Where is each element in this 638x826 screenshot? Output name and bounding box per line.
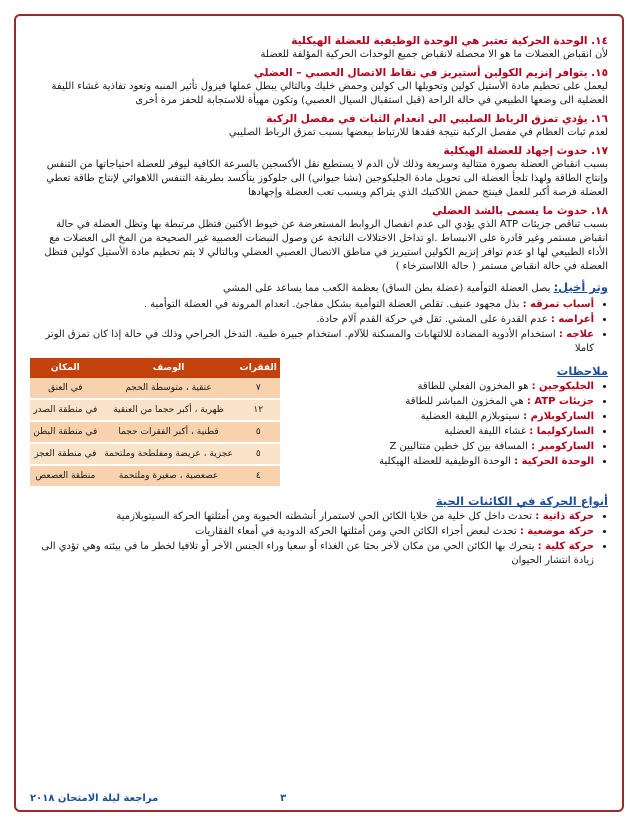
list-item [296,410,594,424]
list-value: عدم القدرة على المشي. ثقل في حركة القدم آلام حادة. [316,314,548,325]
list-key: الوحدة الحركية : [514,456,594,467]
achilles-desc: يصل العضلة التوأمية (عضلة بطن الساق) بعظمة الكعب مما يساعد على المشي [223,283,551,294]
achilles-title: وتر أخيل: [553,280,608,294]
movement-title: أنواع الحركة في الكائنات الحية [435,494,608,508]
list-key: الساركومير : [531,441,594,452]
list-key: علاجه : [558,329,594,340]
item-14 [30,34,608,62]
table-row [30,421,280,443]
item-heading: ١٨. حدوث ما يسمى بالشد العضلي [432,205,608,217]
list-item [30,313,594,327]
list-key: الجليكوجين : [531,381,594,392]
table-row [30,399,280,421]
footer-spacer [408,793,608,804]
footer-title: مراجعة ليلة الامتحان ٢٠١٨ [30,793,159,804]
list-item [30,328,594,356]
list-key: حركة موضعية : [519,526,594,537]
table-cell: في منطقة العجز [30,443,101,465]
list-item [296,380,594,394]
list-key: حركة ذاتية : [535,511,594,522]
table-cell: في منطقة البطن [30,421,101,443]
list-value: بذل مجهود عنيف. تقلص العضلة التوأمية بشكل مفاجئ. انعدام المرونة في العضلة التوأمية . [143,299,520,310]
list-item [30,298,594,312]
achilles-list [30,298,608,356]
table-cell: ٧ [236,378,280,399]
item-text: لأن انقباض العضلات ما هو الا محصلة لانقباض جميع الوحدات الحركية المؤلفة للعضلة [260,49,608,60]
table-cell: منطقة العصعص [30,465,101,487]
item-15 [30,66,608,108]
list-value: غشاء الليفة العضلية [444,426,527,437]
vertebrae-table [30,358,280,488]
table-row [30,443,280,465]
table-cell: في منطقة الصدر [30,399,101,421]
item-text: لعدم ثبات العظام في مفصل الركبة نتيجة فقدها للارتباط ببعضها بسبب تمزق الرباط الصليبي [228,127,608,138]
list-key: جزيئات ATP : [526,396,594,407]
list-key: أسباب تمزقه : [522,299,594,310]
table-cell: في العنق [30,378,101,399]
table-cell: ٤ [236,465,280,487]
table-cell: ١٢ [236,399,280,421]
list-item [296,440,594,454]
list-key: حركة كلية : [537,541,594,552]
list-item [296,425,594,439]
list-key: أعراضه : [550,314,594,325]
page-footer [30,793,608,804]
list-item [30,525,594,539]
list-value: هي المخزون المباشر للطاقة [405,396,524,407]
item-heading: ١٥. يتوافر إنزيم الكولين أستيريز في نقاط الاتصال العصبي – العضلي [253,67,608,79]
page-content [30,30,608,570]
table-row [30,465,280,487]
table-cell: عنقية ، متوسطة الحجم [101,378,237,399]
table-cell: ٥ [236,443,280,465]
table-cell: قطنية ، أكبر الفقرات حجما [101,421,237,443]
list-value: تحدث لبعض أجزاء الكائن الحي ومن أمثلتها الحركة الدودية في أمعاء الفقاريات [195,526,517,537]
list-key: الساركوليما : [529,426,594,437]
achilles-section [30,280,608,356]
list-item [30,510,594,524]
notes-title: ملاحظات [556,364,608,378]
list-item [296,455,594,469]
table-header: الفقرات [236,358,280,378]
movement-section [30,494,608,568]
table-header: الوصف [101,358,237,378]
movement-list [30,510,608,568]
item-heading: ١٧. حدوث إجهاد للعضلة الهيكلية [443,145,608,157]
page-number: ٣ [280,793,287,804]
item-heading: ١٦. يؤدي تمزق الرباط الصليبي الى انعدام الثبات في مفصل الركبة [266,113,608,125]
list-value: الوحدة الوظيفية للعضلة الهيكلية [379,456,511,467]
table-row [30,378,280,399]
notes-and-table [30,358,608,488]
notes-list [296,380,608,469]
table-cell: ٥ [236,421,280,443]
list-item [296,395,594,409]
item-18 [30,204,608,274]
list-value: هو المخزون الفعلي للطاقة [417,381,529,392]
item-text: بسبب انقباض العضلة بصورة متتالية وسريعة وذلك لأن الدم لا يستطيع نقل الأكسجين بالسرعة الكافية ليوفر للعضلة احتياجاتها من التنفس وإنتاج الطاقة ولهذا تلجأ العضلة الى تحويل مادة الجليكوجين (نشا حيواني) الى جلوكوز يتأكسد بطريقة التنفس اللاهوائي لإنتاج طاقة تعطي العضلة فرصة أكبر للعمل فينتج حمض اللاكتيك الذي يتراكم ويسبب تعب العضلة وإجهادها [46,159,608,198]
list-value: استخدام الأدوية المضادة للالتهابات والمسكنة للآلام. استخدام جبيرة طبية. التدخل الجراحي وذلك في حالة إذا كان تمزق الوتر كاملا [45,329,594,354]
list-item [30,540,594,568]
list-value: تحدث داخل كل خلية من خلايا الكائن الحي لاستمرار أنشطته الحيوية ومن أمثلتها الحركة السيتوبلازمية [116,511,533,522]
table-cell: ظهرية ، أكبر حجما من العنقية [101,399,237,421]
item-17 [30,144,608,200]
table-cell: عجزية ، عريضة ومفلطحة وملتحمة [101,443,237,465]
item-16 [30,112,608,140]
item-text: بسبب تناقص جزيئات ATP الذي يؤدي الى عدم انفصال الروابط المستعرضة عن خيوط الأكتين فتظل مرتبطة بها وتظل العضلة في حالة انقباض مستمر وغير قادرة على الانبساط .او تداخل الاختلالات الناتجة عن وصول النبضات العصبية غير الصحيحة من المخ الى العضلات مع الأداء الطبيعي لها او عدم توافر إنزيم الكولين استيريز في مناطق الاتصال العصبي العضلي وبالتالي لا يتم تحطيم مادة الأستيل كولين فتظل العضلة في حالة انقباض مستمر ( حالة اللااسترخاء ) [44,219,608,272]
notes-section [296,358,608,488]
table-cell: عصعصية ، صغيرة وملتحمة [101,465,237,487]
item-text: ليعمل على تحطيم مادة الأستيل كولين وتحويلها الى كولين وحمض خليك وبالتالي يبطل عملها فيزول تأثير المنبه وتعود تفاذية غشاء الليفة العضلية الى وضعها الطبيعي في حالة الراحة (قبل استقبال السيال العصبي) وتكون مهيأة للاستجابة للحفز مرة أخرى [51,81,608,106]
table-header: المكان [30,358,101,378]
list-key: الساركوبلازم : [523,411,594,422]
item-heading: ١٤. الوحدة الحركية تعتبر هي الوحدة الوظيفية للعضلة الهيكلية [291,35,608,47]
list-value: المسافة بين كل خطين متتاليين Z [389,441,528,452]
list-value: سيتوبلازم الليفة العضلية [420,411,520,422]
list-value: يتحرك بها الكائن الحي من مكان لآخر بحثا عن الغذاء أو سعيا وراء الجنس الآخر أو تلافيا لخطر ما في بيئته وهي تؤدي الى زيادة انتشار الحيوان [41,541,594,566]
